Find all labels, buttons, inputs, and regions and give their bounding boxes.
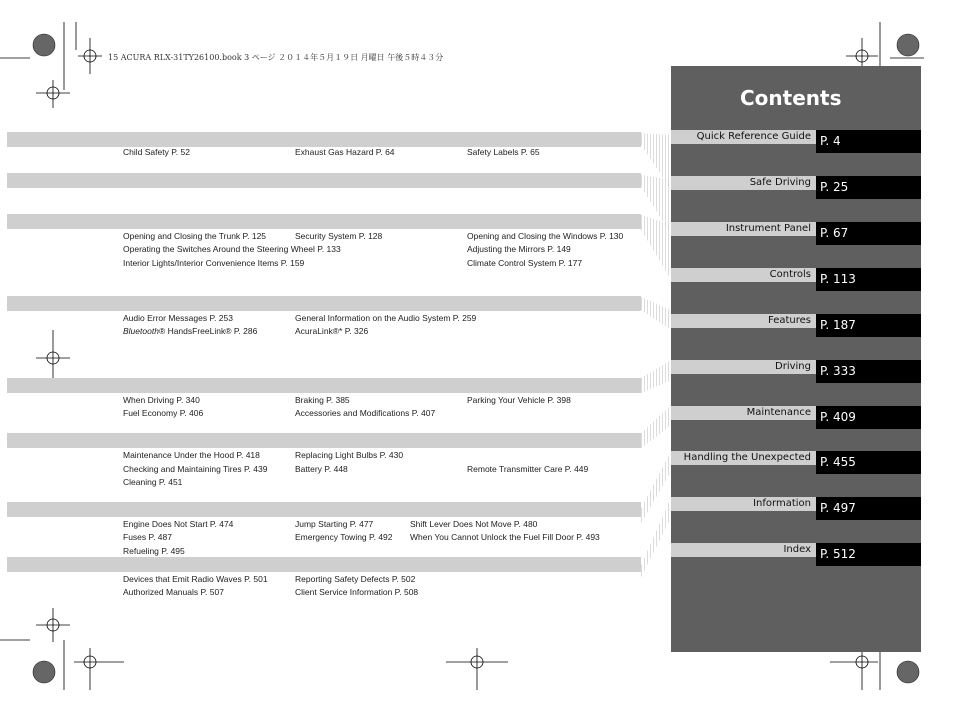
toc-link[interactable]: Fuses P. 487 (123, 532, 172, 542)
toc-link[interactable]: Exhaust Gas Hazard P. 64 (295, 147, 395, 157)
toc-link[interactable]: Safety Labels P. 65 (467, 147, 540, 157)
tab-connector-hatching (641, 125, 671, 585)
toc-link[interactable]: Operating the Switches Around the Steering Wheel P. 133 (123, 244, 341, 254)
section-bar-maintenance (7, 433, 641, 448)
toc-link[interactable]: Security System P. 128 (295, 231, 383, 241)
toc-link[interactable]: Fuel Economy P. 406 (123, 408, 204, 418)
toc-link[interactable]: Parking Your Vehicle P. 398 (467, 395, 571, 405)
tab-index-page[interactable]: P. 512 (816, 543, 921, 566)
toc-link[interactable]: Child Safety P. 52 (123, 147, 190, 157)
toc-link[interactable]: Shift Lever Does Not Move P. 480 (410, 519, 538, 529)
toc-link[interactable]: Replacing Light Bulbs P. 430 (295, 450, 404, 460)
toc-link[interactable]: Battery P. 448 (295, 464, 348, 474)
toc-link[interactable]: Audio Error Messages P. 253 (123, 313, 233, 323)
section-bar-information (7, 557, 641, 572)
section-bar-features (7, 296, 641, 311)
tab-information-page[interactable]: P. 497 (816, 497, 921, 520)
contents-title: Contents (740, 86, 842, 110)
toc-link[interactable]: Interior Lights/Interior Convenience Items P. 159 (123, 258, 305, 268)
toc-link[interactable]: Client Service Information P. 508 (295, 587, 419, 597)
tab-driving-label[interactable]: Driving (671, 360, 816, 374)
toc-link[interactable]: Opening and Closing the Windows P. 130 (467, 231, 624, 241)
toc-link[interactable]: When Driving P. 340 (123, 395, 200, 405)
tab-instrument-panel-label[interactable]: Instrument Panel (671, 222, 816, 236)
tab-quick-reference-label[interactable]: Quick Reference Guide (671, 130, 816, 144)
toc-link[interactable]: Emergency Towing P. 492 (295, 532, 393, 542)
toc-link[interactable]: Opening and Closing the Trunk P. 125 (123, 231, 267, 241)
tab-maintenance-label[interactable]: Maintenance (671, 406, 816, 420)
toc-link[interactable]: Accessories and Modifications P. 407 (295, 408, 436, 418)
tab-handling-label[interactable]: Handling the Unexpected (671, 451, 816, 465)
print-header: 15 ACURA RLX-31TY26100.book 3 ページ ２０１４年５月１９日 月曜日 午後５時４３分 (108, 53, 444, 62)
tab-driving-page[interactable]: P. 333 (816, 360, 921, 383)
toc-link-bluetooth[interactable] (123, 326, 257, 336)
toc-link-text: HandsFreeLink® P. 286 (167, 326, 258, 336)
toc-link[interactable]: General Information on the Audio System P. 259 (295, 313, 477, 323)
toc-link[interactable]: Authorized Manuals P. 507 (123, 587, 224, 597)
tab-safe-driving-page[interactable]: P. 25 (816, 176, 921, 199)
section-bar-instrument-panel (7, 173, 641, 188)
toc-link[interactable]: Braking P. 385 (295, 395, 350, 405)
toc-link[interactable]: Engine Does Not Start P. 474 (123, 519, 234, 529)
toc-link[interactable]: Checking and Maintaining Tires P. 439 (123, 464, 268, 474)
tab-quick-reference-page[interactable]: P. 4 (816, 130, 921, 153)
toc-link[interactable]: When You Cannot Unlock the Fuel Fill Door P. 493 (410, 532, 600, 542)
toc-link[interactable]: Devices that Emit Radio Waves P. 501 (123, 574, 268, 584)
toc-link[interactable]: Climate Control System P. 177 (467, 258, 583, 268)
tab-features-label[interactable]: Features (671, 314, 816, 328)
tab-handling-page[interactable]: P. 455 (816, 451, 921, 474)
section-bar-driving (7, 378, 641, 393)
toc-link[interactable]: Jump Starting P. 477 (295, 519, 374, 529)
bluetooth-label: Bluetooth® (123, 326, 166, 336)
tab-instrument-panel-page[interactable]: P. 67 (816, 222, 921, 245)
tab-safe-driving-label[interactable]: Safe Driving (671, 176, 816, 190)
toc-link[interactable]: Remote Transmitter Care P. 449 (467, 464, 589, 474)
toc-link[interactable]: Reporting Safety Defects P. 502 (295, 574, 416, 584)
tab-information-label[interactable]: Information (671, 497, 816, 511)
tab-controls-page[interactable]: P. 113 (816, 268, 921, 291)
section-bar-handling (7, 502, 641, 517)
tab-controls-label[interactable]: Controls (671, 268, 816, 282)
toc-link[interactable]: AcuraLink®* P. 326 (295, 326, 369, 336)
section-bar-controls (7, 214, 641, 229)
toc-link[interactable]: Maintenance Under the Hood P. 418 (123, 450, 260, 460)
toc-link[interactable]: Refueling P. 495 (123, 546, 185, 556)
toc-link[interactable]: Adjusting the Mirrors P. 149 (467, 244, 571, 254)
tab-index-label[interactable]: Index (671, 543, 816, 557)
tab-maintenance-page[interactable]: P. 409 (816, 406, 921, 429)
toc-link[interactable]: Cleaning P. 451 (123, 477, 183, 487)
section-bar-safe-driving (7, 132, 641, 147)
tab-features-page[interactable]: P. 187 (816, 314, 921, 337)
